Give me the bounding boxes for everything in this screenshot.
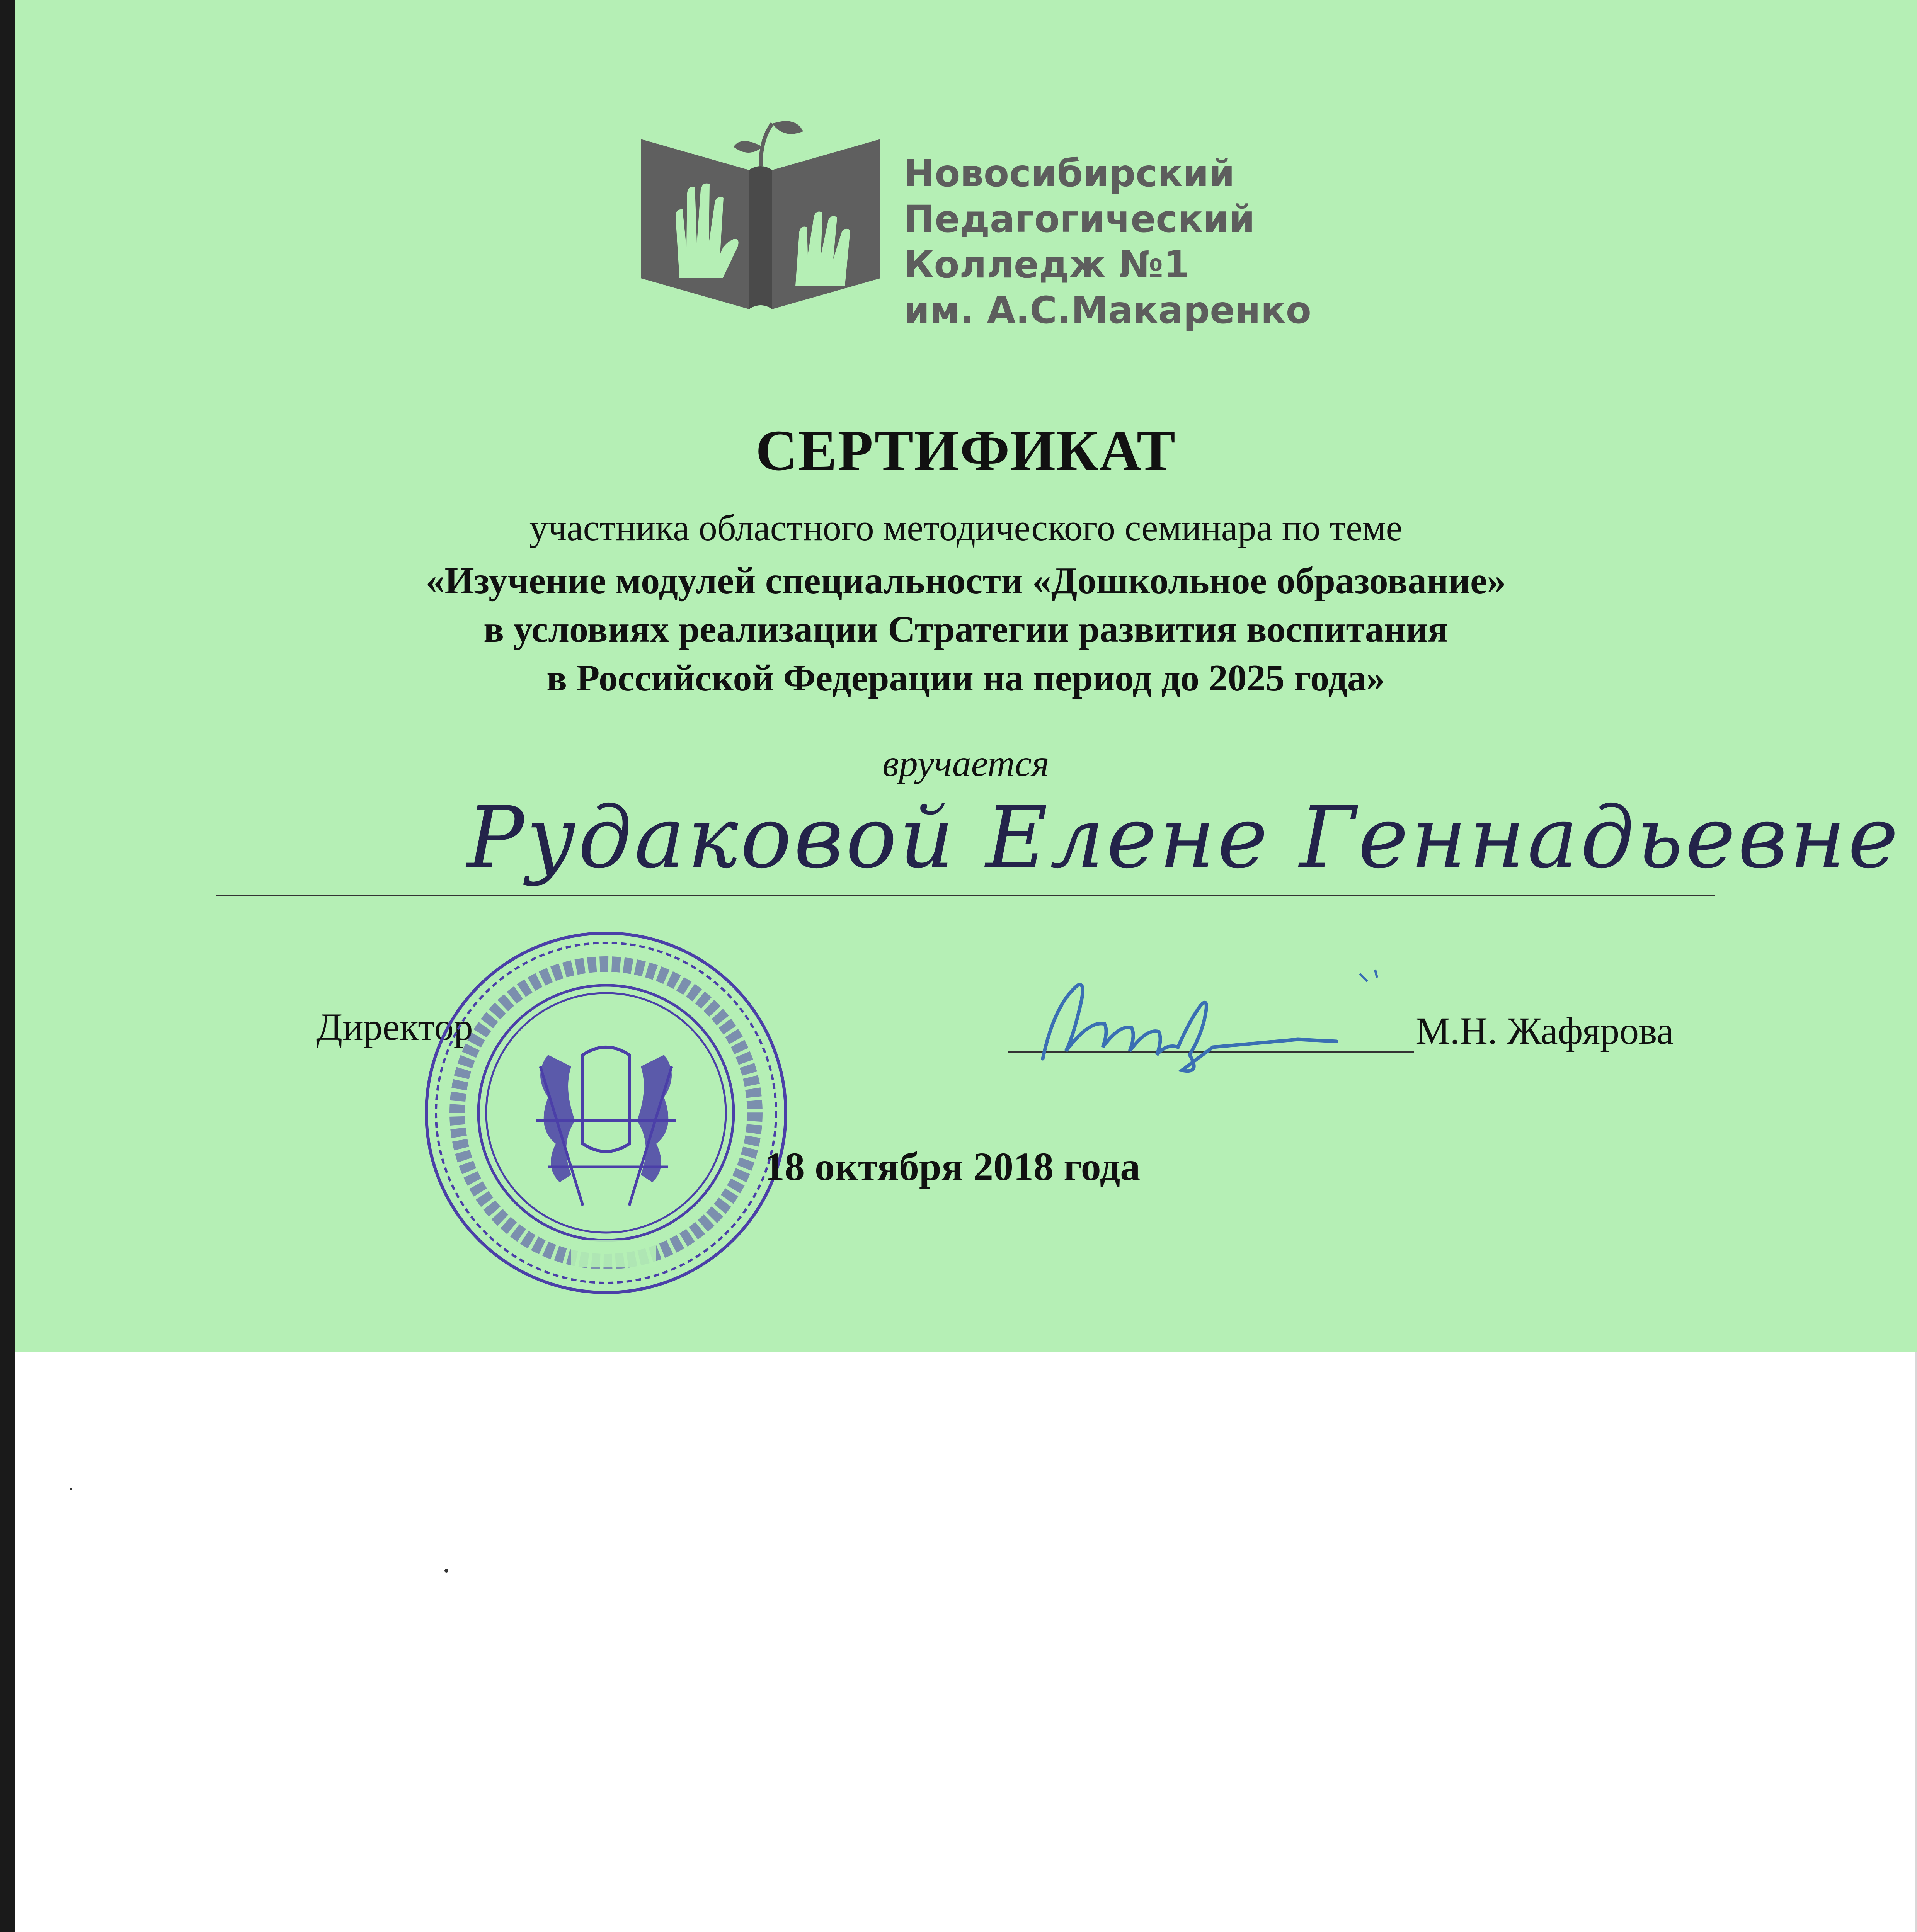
college-seal-stamp (421, 927, 792, 1298)
topic-line: в Российской Федерации на период до 2025 года» (546, 657, 1385, 699)
scan-dust (444, 1569, 448, 1573)
scan-edge (0, 0, 15, 1932)
topic-line: в условиях реализации Стратегии развития воспитания (484, 609, 1448, 650)
awarded-to-label: вручается (882, 743, 1049, 784)
director-signature (1020, 958, 1406, 1082)
college-logo (633, 116, 1329, 332)
seminar-topic (15, 556, 1917, 702)
certificate-title: СЕРТИФИКАТ (755, 418, 1176, 483)
logo-line: им. А.С.Макаренко (904, 289, 1311, 332)
recipient-handwritten-name: Рудаковой Елене Геннадьевне (467, 788, 1901, 887)
certificate-sheet (15, 0, 1917, 1352)
certificate-subtitle: участника областного методического семинара по теме (529, 507, 1403, 548)
director-name: М.Н. Жафярова (1416, 1009, 1674, 1052)
logo-line: Новосибирский (904, 152, 1235, 195)
logo-text (904, 151, 1311, 333)
issue-date: 18 октября 2018 года (764, 1145, 1141, 1189)
scan-dust (70, 1488, 72, 1490)
topic-line: «Изучение модулей специальности «Дошкольное образование» (426, 560, 1506, 602)
logo-line: Педагогический (904, 197, 1255, 241)
recipient-underline (216, 895, 1715, 896)
book-hands-sprout-icon (633, 116, 888, 317)
director-label: Директор (316, 1005, 473, 1048)
logo-line: Колледж №1 (904, 243, 1189, 286)
